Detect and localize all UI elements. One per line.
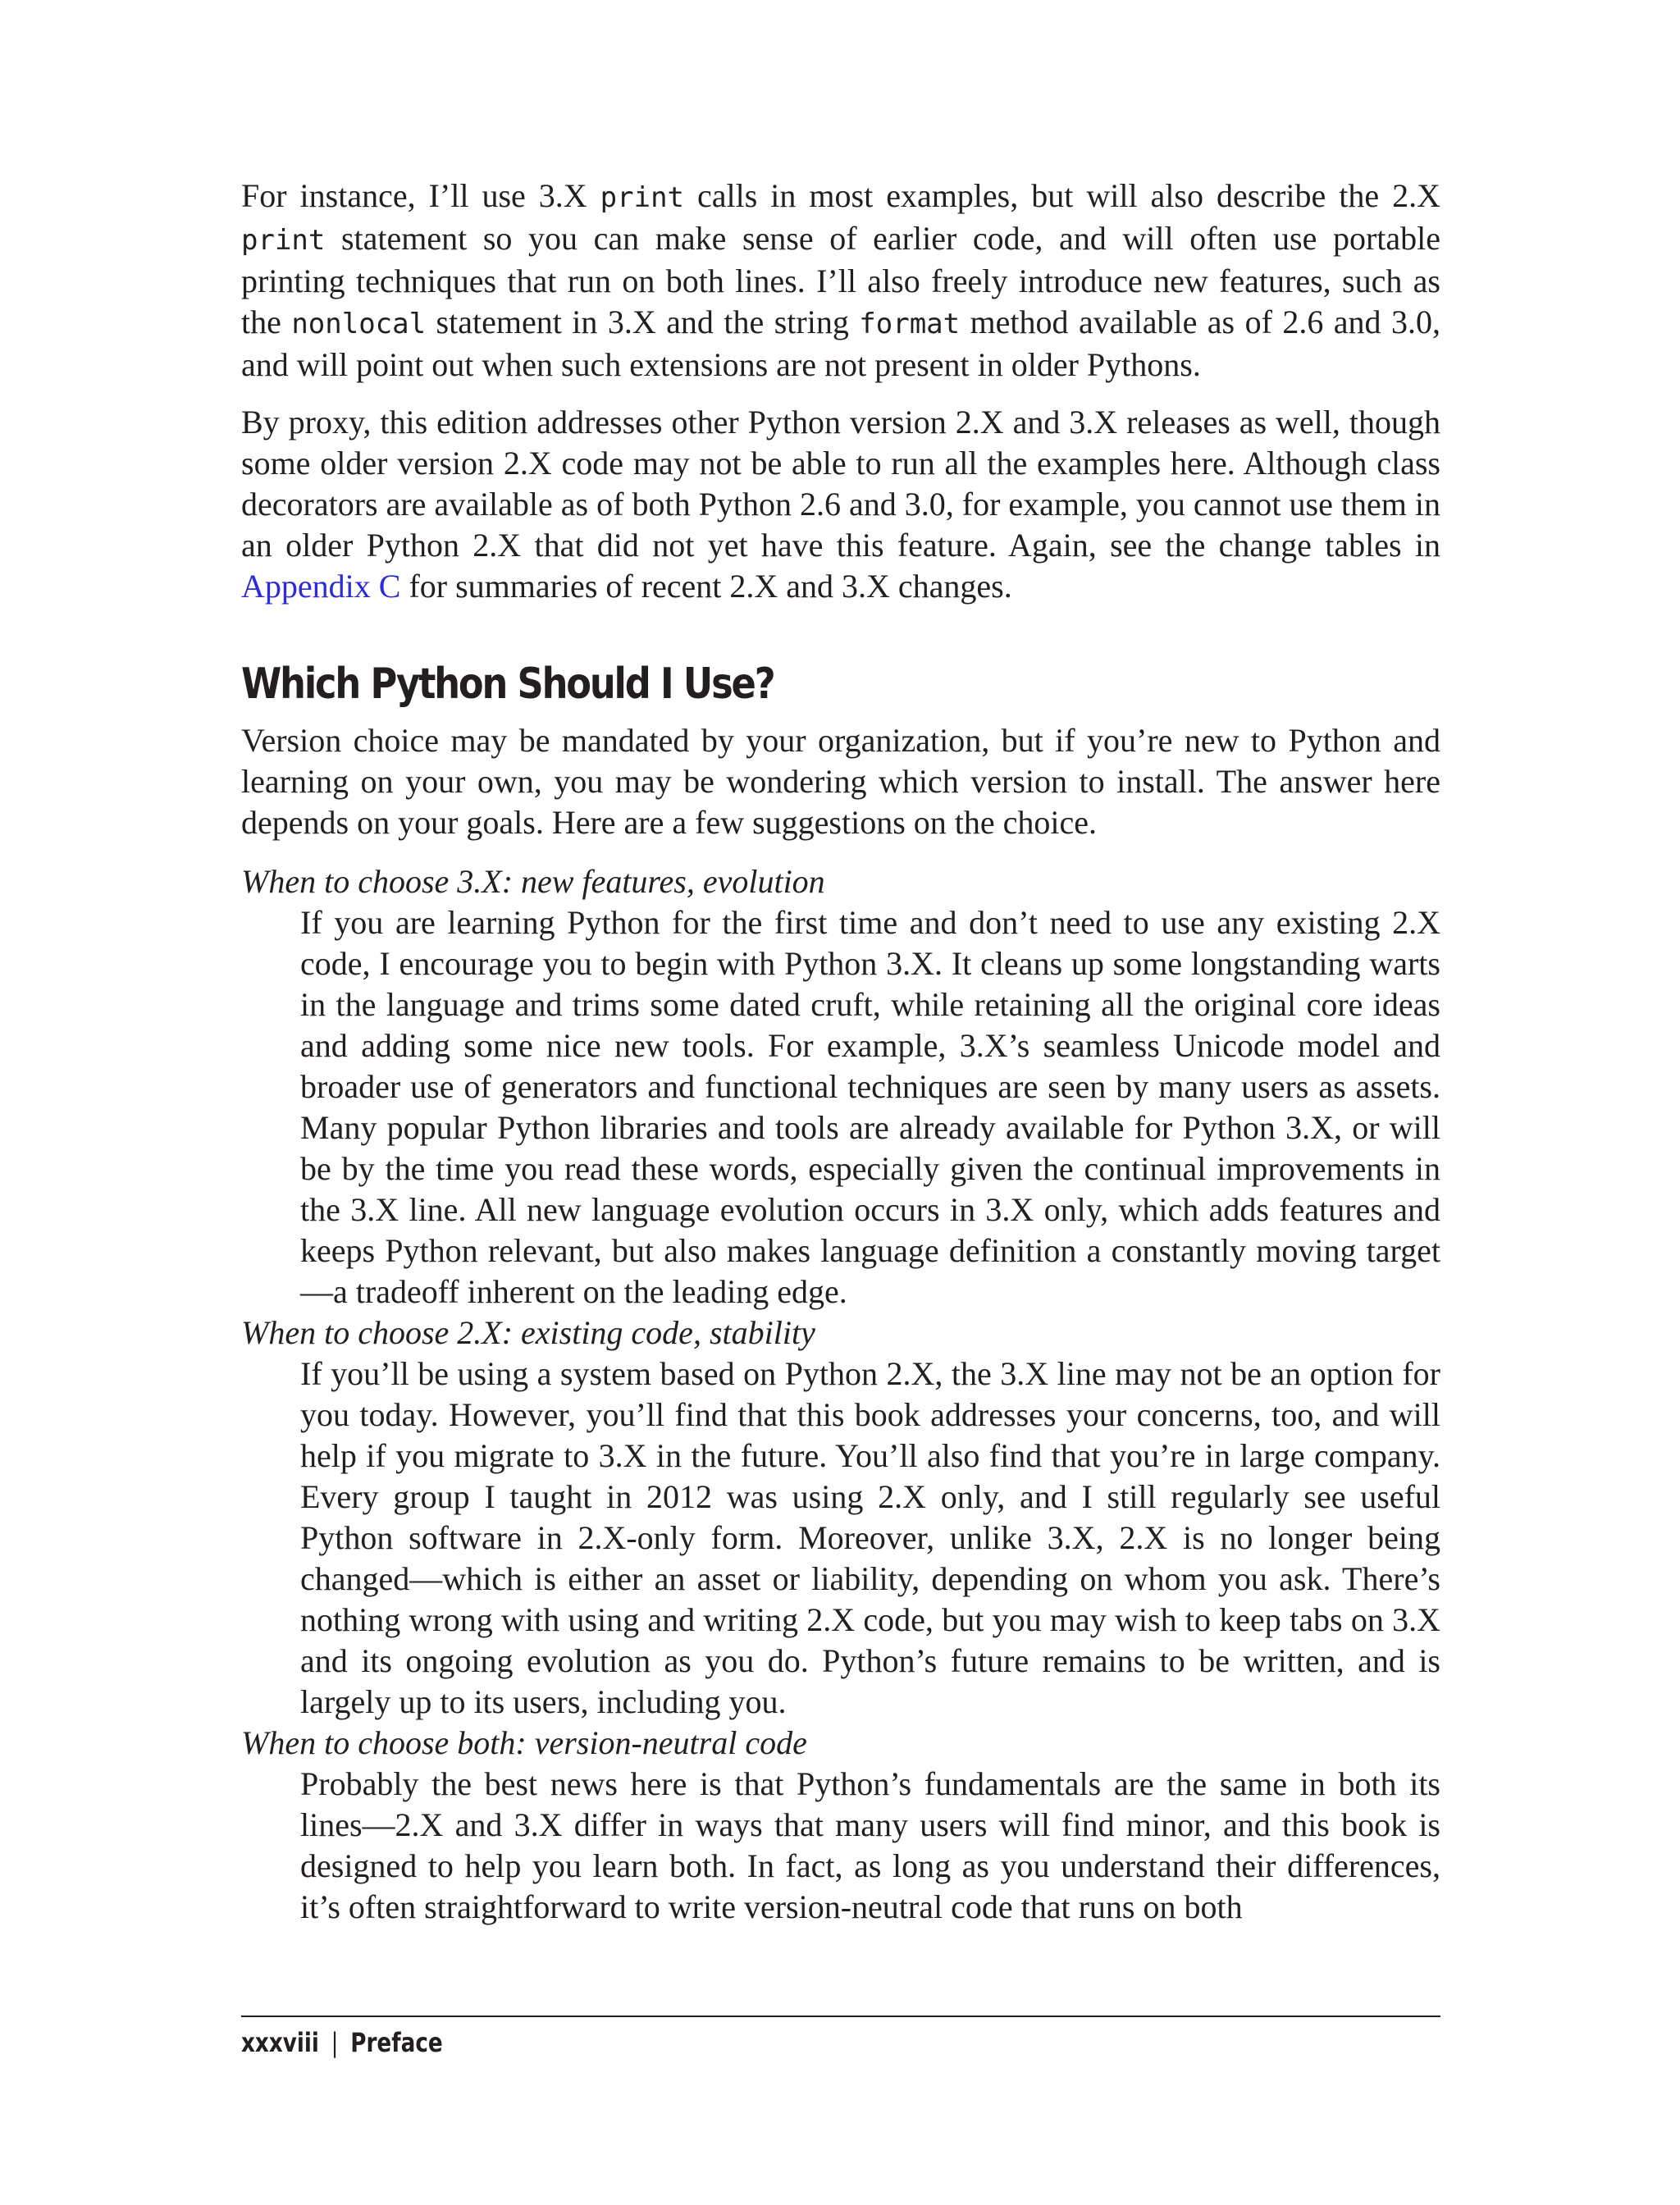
- code-format: format: [859, 308, 961, 340]
- code-print: print: [241, 224, 326, 257]
- page-footer: [241, 2026, 443, 2059]
- version-choice-list: [241, 861, 1440, 1928]
- definition-choose-2x: If you’ll be using a system based on Python 2.X, the 3.X line may not be an option for you today. However, you’ll find that this book addresses your concerns, too, and will help if you migrate to 3.X in the future. You’ll also find that you’re in large company. Every group I taught in 2012 was using 2.X only, and I still regularly see useful Python software in 2.X-only form. Moreover, unlike 3.X, 2.X is no longer being changed—which is either an asset or liability, depending on whom you ask. There’s nothing wrong with using and writing 2.X code, but you may wish to keep tabs on 3.X and its ongoing evolution as you do. Python’s future remains to be written, and is largely up to its users, including you.: [300, 1355, 1440, 1720]
- footer-divider: [241, 2016, 1440, 2017]
- appendix-c-link[interactable]: Appendix C: [241, 568, 401, 605]
- text-run: calls in most examples, but will also describe the 2.X: [684, 177, 1440, 214]
- term-choose-both: When to choose both: version-neutral code: [241, 1724, 807, 1761]
- section-intro-paragraph: Version choice may be mandated by your organization, but if you’re new to Python and learning on your own, you may be wondering which version to install. The answer here depends on your goals. Here are a few suggestions on the choice.: [241, 722, 1440, 841]
- page-content: [241, 176, 1440, 1928]
- term-choose-3x: When to choose 3.X: new features, evolution: [241, 863, 825, 900]
- code-nonlocal: nonlocal: [291, 308, 427, 340]
- text-run: For instance, I’ll use 3.X: [241, 177, 600, 214]
- definition-choose-both: Probably the best news here is that Python’s fundamentals are the same in both its lines—2.X and 3.X differ in ways that many users will find minor, and this book is designed to help you learn both. In fact, as long as you understand their differences, it’s often straightforward to write version-neutral code that runs on both: [300, 1765, 1440, 1925]
- definition-choose-3x: If you are learning Python for the first time and don’t need to use any existing 2.X code, I encourage you to begin with Python 3.X. It cleans up some longstanding warts in the language and trims some dated cruft, while retaining all the original core ideas and adding some nice new tools. For example, 3.X’s seamless Unicode model and broader use of generators and functional techniques are seen by many users as assets. Many popular Python libraries and tools are already available for Python 3.X, or will be by the time you read these words, especially given the continual improvements in the 3.X line. All new language evolution occurs in 3.X only, which adds features and keeps Python relevant, but also makes language definition a constantly moving target—a tradeoff inherent on the leading edge.: [300, 904, 1440, 1310]
- footer-separator: |: [331, 2027, 339, 2058]
- code-print: print: [600, 181, 685, 214]
- intro-paragraph-1: [241, 176, 1440, 386]
- footer-section-title: Preface: [350, 2027, 443, 2058]
- intro-paragraph-2: [241, 402, 1440, 607]
- term-choose-2x: When to choose 2.X: existing code, stability: [241, 1314, 815, 1351]
- text-run: method available as of 2.6 and 3.0, and will point out when such extensions are not present in older Pythons.: [241, 304, 1441, 383]
- text-run: statement so you can make sense of earlier code, and will often use portable printing techniques that run on both lines. I’ll also freely introduce new features, such as the: [241, 220, 1440, 340]
- text-run: for summaries of recent 2.X and 3.X changes.: [400, 568, 1012, 605]
- page-number: xxxviii: [241, 2027, 319, 2058]
- text-run: By proxy, this edition addresses other Python version 2.X and 3.X releases as well, though some older version 2.X code may not be able to run all the examples here. Although class decorators are available as of both Python 2.6 and 3.0, for example, you cannot use them in an older Python 2.X that did not yet have this feature. Again, see the change tables in: [241, 404, 1440, 564]
- text-run: statement in 3.X and the string: [426, 304, 860, 340]
- section-heading: Which Python Should I Use?: [241, 660, 774, 709]
